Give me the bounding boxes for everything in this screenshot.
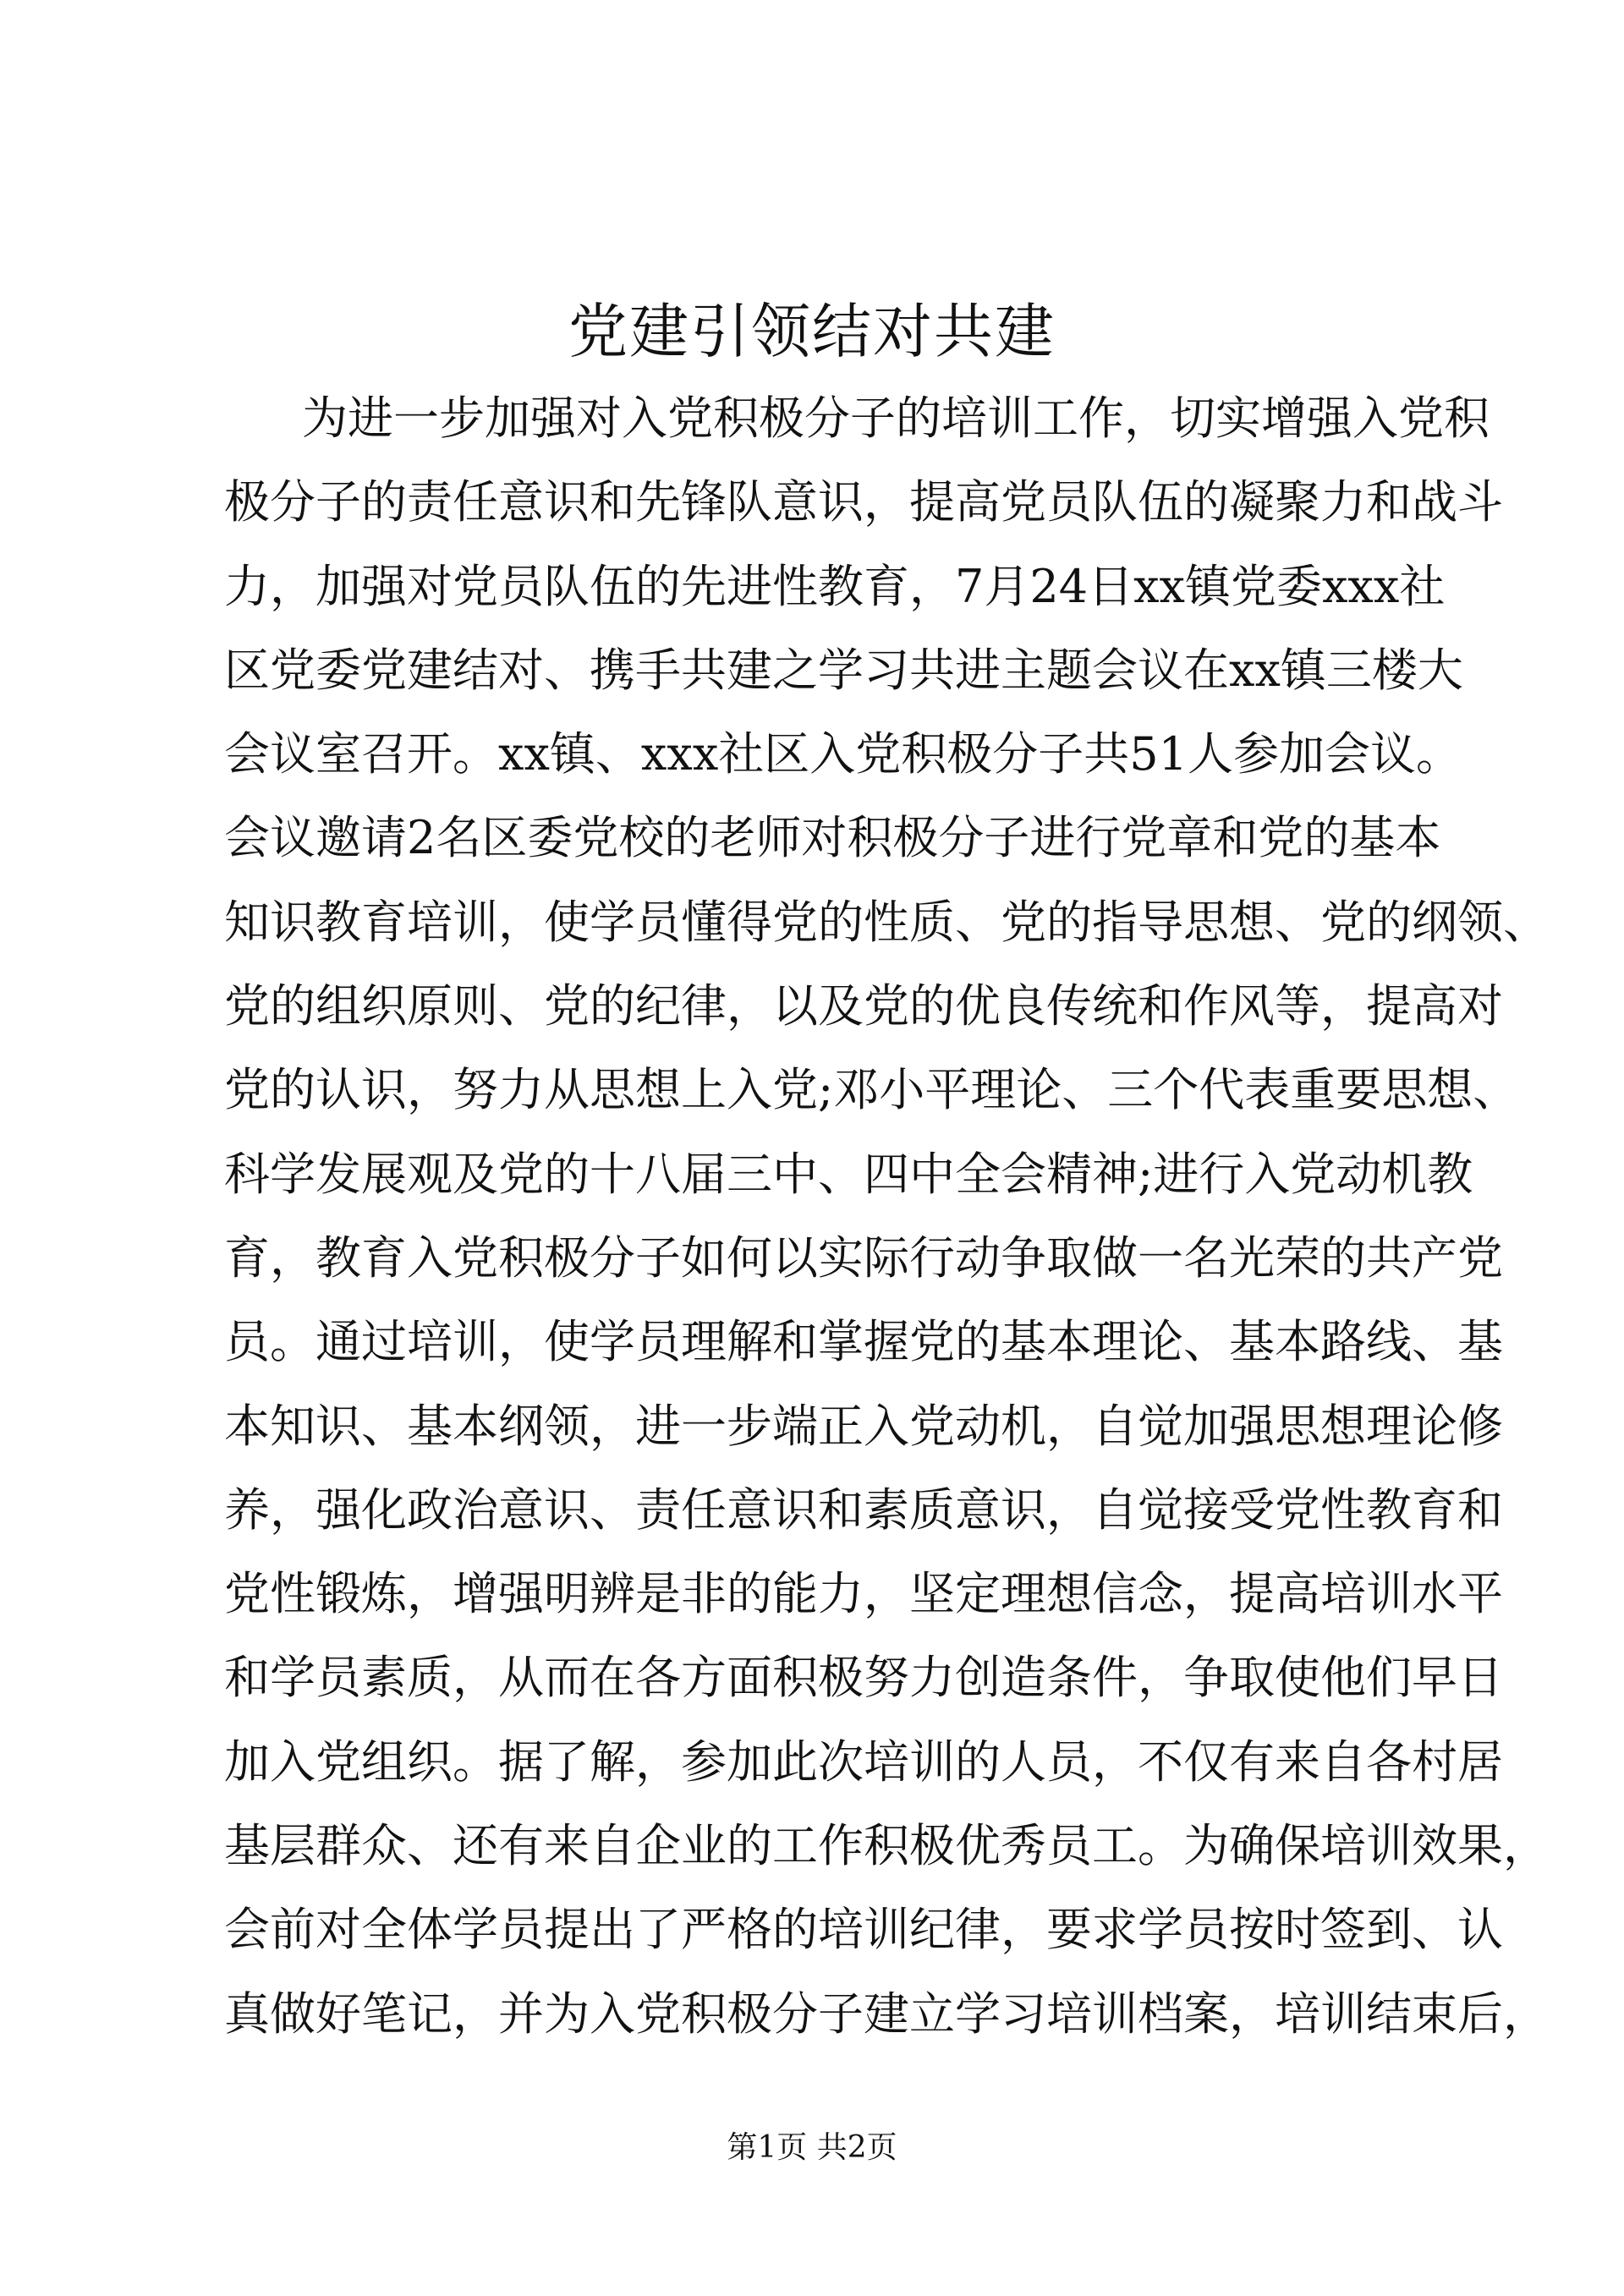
paragraph-line: 会议室召开。xx镇、xxx社区入党积极分子共51人参加会议。 bbox=[224, 727, 1462, 781]
paragraph-line: 力，加强对党员队伍的先进性教育，7月24日xx镇党委xxx社 bbox=[224, 559, 1446, 613]
paragraph-line: 会前对全体学员提出了严格的培训纪律，要求学员按时签到、认 bbox=[224, 1903, 1503, 1957]
document-body bbox=[224, 376, 1549, 2056]
paragraph-line: 极分子的责任意识和先锋队意识，提高党员队伍的凝聚力和战斗 bbox=[224, 475, 1503, 529]
paragraph-line: 会议邀请2名区委党校的老师对积极分子进行党章和党的基本 bbox=[224, 811, 1441, 865]
paragraph-line: 育，教育入党积极分子如何以实际行动争取做一名光荣的共产党 bbox=[224, 1230, 1503, 1285]
paragraph-line: 知识教育培训，使学员懂得党的性质、党的指导思想、党的纲领、 bbox=[224, 895, 1549, 949]
document-title: 党建引领结对共建 bbox=[568, 297, 1056, 366]
paragraph-line: 养，强化政治意识、责任意识和素质意识，自觉接受党性教育和 bbox=[224, 1482, 1503, 1537]
paragraph-line: 科学发展观及党的十八届三中、四中全会精神;进行入党动机教 bbox=[224, 1147, 1473, 1201]
paragraph-line: 本知识、基本纲领，进一步端正入党动机，自觉加强思想理论修 bbox=[224, 1399, 1503, 1453]
paragraph-line: 基层群众、还有来自企业的工作积极优秀员工。为确保培训效果， bbox=[224, 1819, 1549, 1873]
paragraph-line: 党的认识，努力从思想上入党;邓小平理论、三个代表重要思想、 bbox=[224, 1063, 1519, 1117]
paragraph-line: 为进一步加强对入党积极分子的培训工作，切实增强入党积 bbox=[302, 392, 1490, 445]
paragraph-line: 党的组织原则、党的纪律，以及党的优良传统和作风等，提高对 bbox=[224, 979, 1503, 1033]
paragraph-line: 党性锻炼，增强明辨是非的能力，坚定理想信念，提高培训水平 bbox=[224, 1567, 1503, 1621]
paragraph-line: 和学员素质，从而在各方面积极努力创造条件，争取使他们早日 bbox=[224, 1651, 1503, 1705]
paragraph-line: 员。通过培训，使学员理解和掌握党的基本理论、基本路线、基 bbox=[224, 1315, 1503, 1369]
paragraph-line: 区党委党建结对、携手共建之学习共进主题会议在xx镇三楼大 bbox=[224, 643, 1463, 697]
paragraph-line: 真做好笔记，并为入党积极分子建立学习培训档案，培训结束后， bbox=[224, 1986, 1549, 2041]
page-number-footer: 第1页 共2页 bbox=[727, 2130, 897, 2165]
paragraph-line: 加入党组织。据了解，参加此次培训的人员，不仅有来自各村居 bbox=[224, 1734, 1503, 1789]
